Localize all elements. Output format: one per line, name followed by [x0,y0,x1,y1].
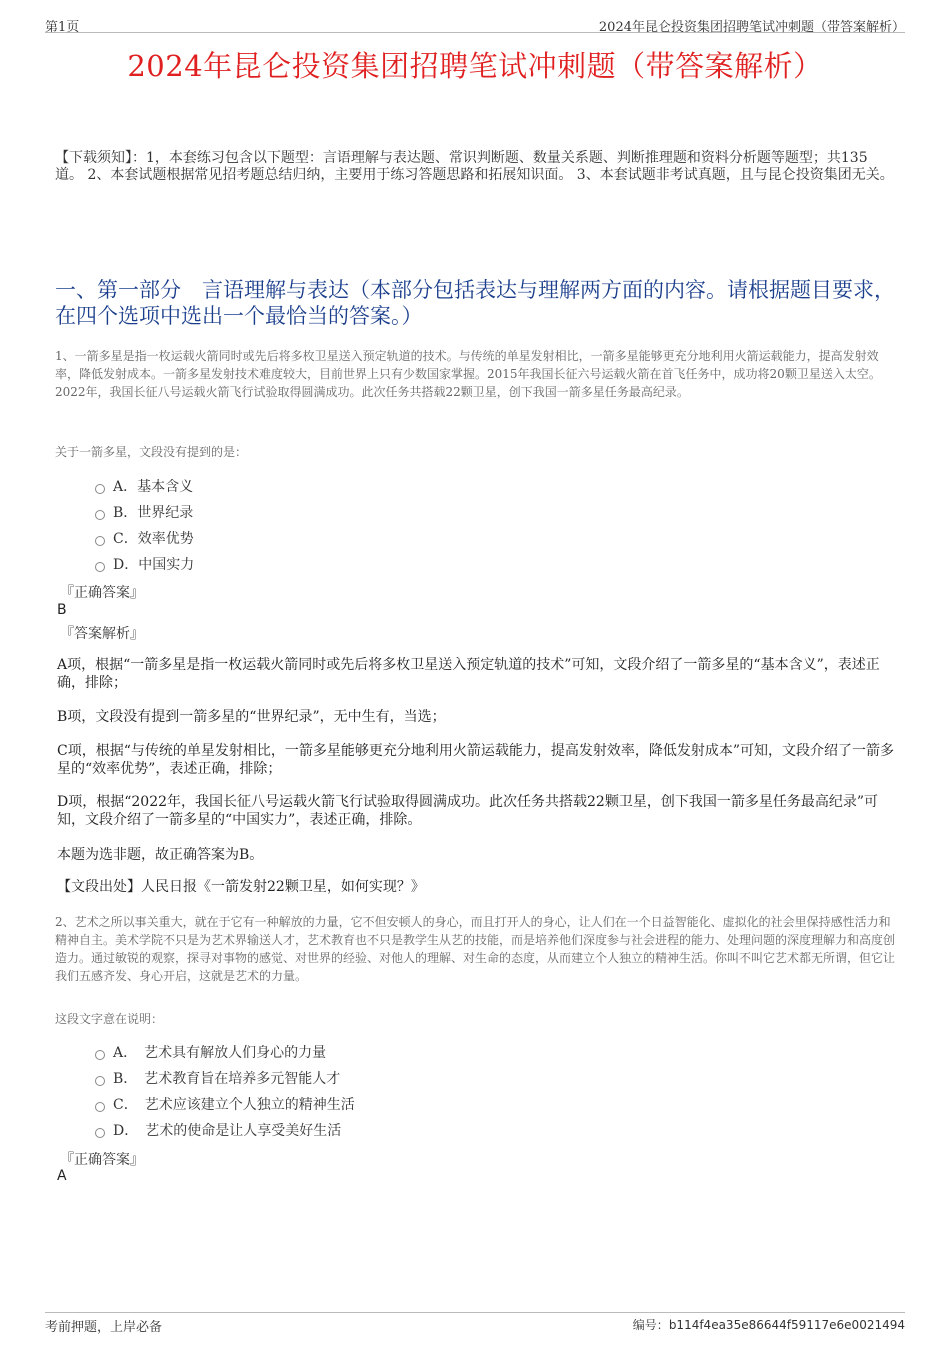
analysis-c: C项，根据“与传统的单星发射相比，一箭多星能够更充分地利用火箭运载能力，提高发射效率，降低发射成本”可知，文段介绍了一箭多星的“效率优势”，表述正确，排除； [57,743,895,777]
analysis-label: 『答案解析』 [60,626,144,642]
question-2-text: 2、艺术之所以事关重大，就在于它有一种解放的力量，它不但安顿人的身心，而且打开人的身心，让人们在一个日益智能化、虚拟化的社会里保持感性活力和精神自主。美术学院不只是为艺术界输送人才，艺术教育也不只是教学生从艺的技能，而是培养他们深度参与社会进程的能力、处理问题的深度理解力和高度创造力。通过敏锐的观察，探寻对事物的感觉、对世界的经验、对他人的理解、对生命的态度，从而建立个人独立的精神生活。你叫不叫它艺术都无所谓，但它让我们五感齐发、身心开启，这就是艺术的力量。 [55,915,896,983]
analysis-b: B项，文段没有提到一箭多星的“世界纪录”，无中生有，当选； [57,709,446,725]
option-b[interactable]: B．世界纪录 [95,499,194,525]
question-1-options [95,473,194,577]
radio-icon[interactable] [95,484,105,494]
option-c[interactable]: C． 艺术应该建立个人独立的精神生活 [95,1091,355,1117]
radio-icon[interactable] [95,562,105,572]
question-2-options [95,1039,355,1143]
correct-answer-label: 『正确答案』 [60,1152,144,1168]
correct-answer: B [57,602,67,618]
option-c[interactable]: C．效率优势 [95,525,194,551]
section-title: 一、第一部分 言语理解与表达（本部分包括表达与理解两方面的内容。请根据题目要求，在四个选项中选出一个最恰当的答案。） [55,278,895,328]
analysis-d: D项，根据“2022年，我国长征八号运载火箭飞行试验取得圆满成功。此次任务共搭载22颗卫星，创下我国一箭多星任务最高纪录”可知，文段介绍了一箭多星的“中国实力”，表述正确，排除。 [57,794,878,828]
analysis-conclusion: 本题为选非题，故正确答案为B。 [57,847,264,863]
source-citation: 【文段出处】人民日报《一箭发射22颗卫星，如何实现？》 [57,879,425,895]
option-d[interactable]: D．中国实力 [95,551,194,577]
document-title: 2024年昆仑投资集团招聘笔试冲刺题（带答案解析） [127,49,823,83]
download-notice: 【下载须知】：1，本套练习包含以下题型：言语理解与表达题、常识判断题、数量关系题、判断推理题和资料分析题等题型；共135道。 2、本套试题根据常见招考题总结归纳，主要用于练习答题思路和拓展知识面。 3、本套试题非考试真题，且与昆仑投资集团无关。 [55,150,894,183]
correct-answer: A [57,1168,67,1184]
page-number: 第1页 [45,20,80,35]
document-code [633,1316,905,1333]
page-header [45,14,905,33]
option-d[interactable]: D． 艺术的使命是让人享受美好生活 [95,1117,355,1143]
option-b[interactable]: B． 艺术教育旨在培养多元智能人才 [95,1065,355,1091]
code-value: b114f4ea35e86644f59117e6e0021494 [668,1318,905,1332]
footer-slogan: 考前押题，上岸必备 [45,1320,163,1335]
radio-icon[interactable] [95,1076,105,1086]
radio-icon[interactable] [95,1050,105,1060]
analysis-a: A项，根据“一箭多星是指一枚运载火箭同时或先后将多枚卫星送入预定轨道的技术”可知，文段介绍了一箭多星的“基本含义”，表述正确，排除； [57,657,880,691]
option-a[interactable]: A． 艺术具有解放人们身心的力量 [95,1039,355,1065]
radio-icon[interactable] [95,536,105,546]
radio-icon[interactable] [95,510,105,520]
question-2-prompt: 这段文字意在说明： [55,1012,164,1026]
radio-icon[interactable] [95,1128,105,1138]
code-label: 编号： [632,1318,669,1332]
option-a[interactable]: A．基本含义 [95,473,194,499]
header-doc-title: 2024年昆仑投资集团招聘笔试冲刺题（带答案解析） [598,20,905,35]
question-1-prompt: 关于一箭多星，文段没有提到的是： [55,445,248,459]
radio-icon[interactable] [95,1102,105,1112]
page-footer [45,1312,905,1333]
correct-answer-label: 『正确答案』 [60,585,144,601]
question-1-text: 1、一箭多星是指一枚运载火箭同时或先后将多枚卫星送入预定轨道的技术。与传统的单星发射相比，一箭多星能够更充分地利用火箭运载能力，提高发射效率，降低发射成本。一箭多星发射技术难度较大，目前世界上只有少数国家掌握。2015年我国长征六号运载火箭在首飞任务中，成功将20颗卫星送入太空。2022年，我国长征八号运载火箭飞行试验取得圆满成功。此次任务共搭载22颗卫星，创下我国一箭多星任务最高纪录。 [55,349,881,399]
